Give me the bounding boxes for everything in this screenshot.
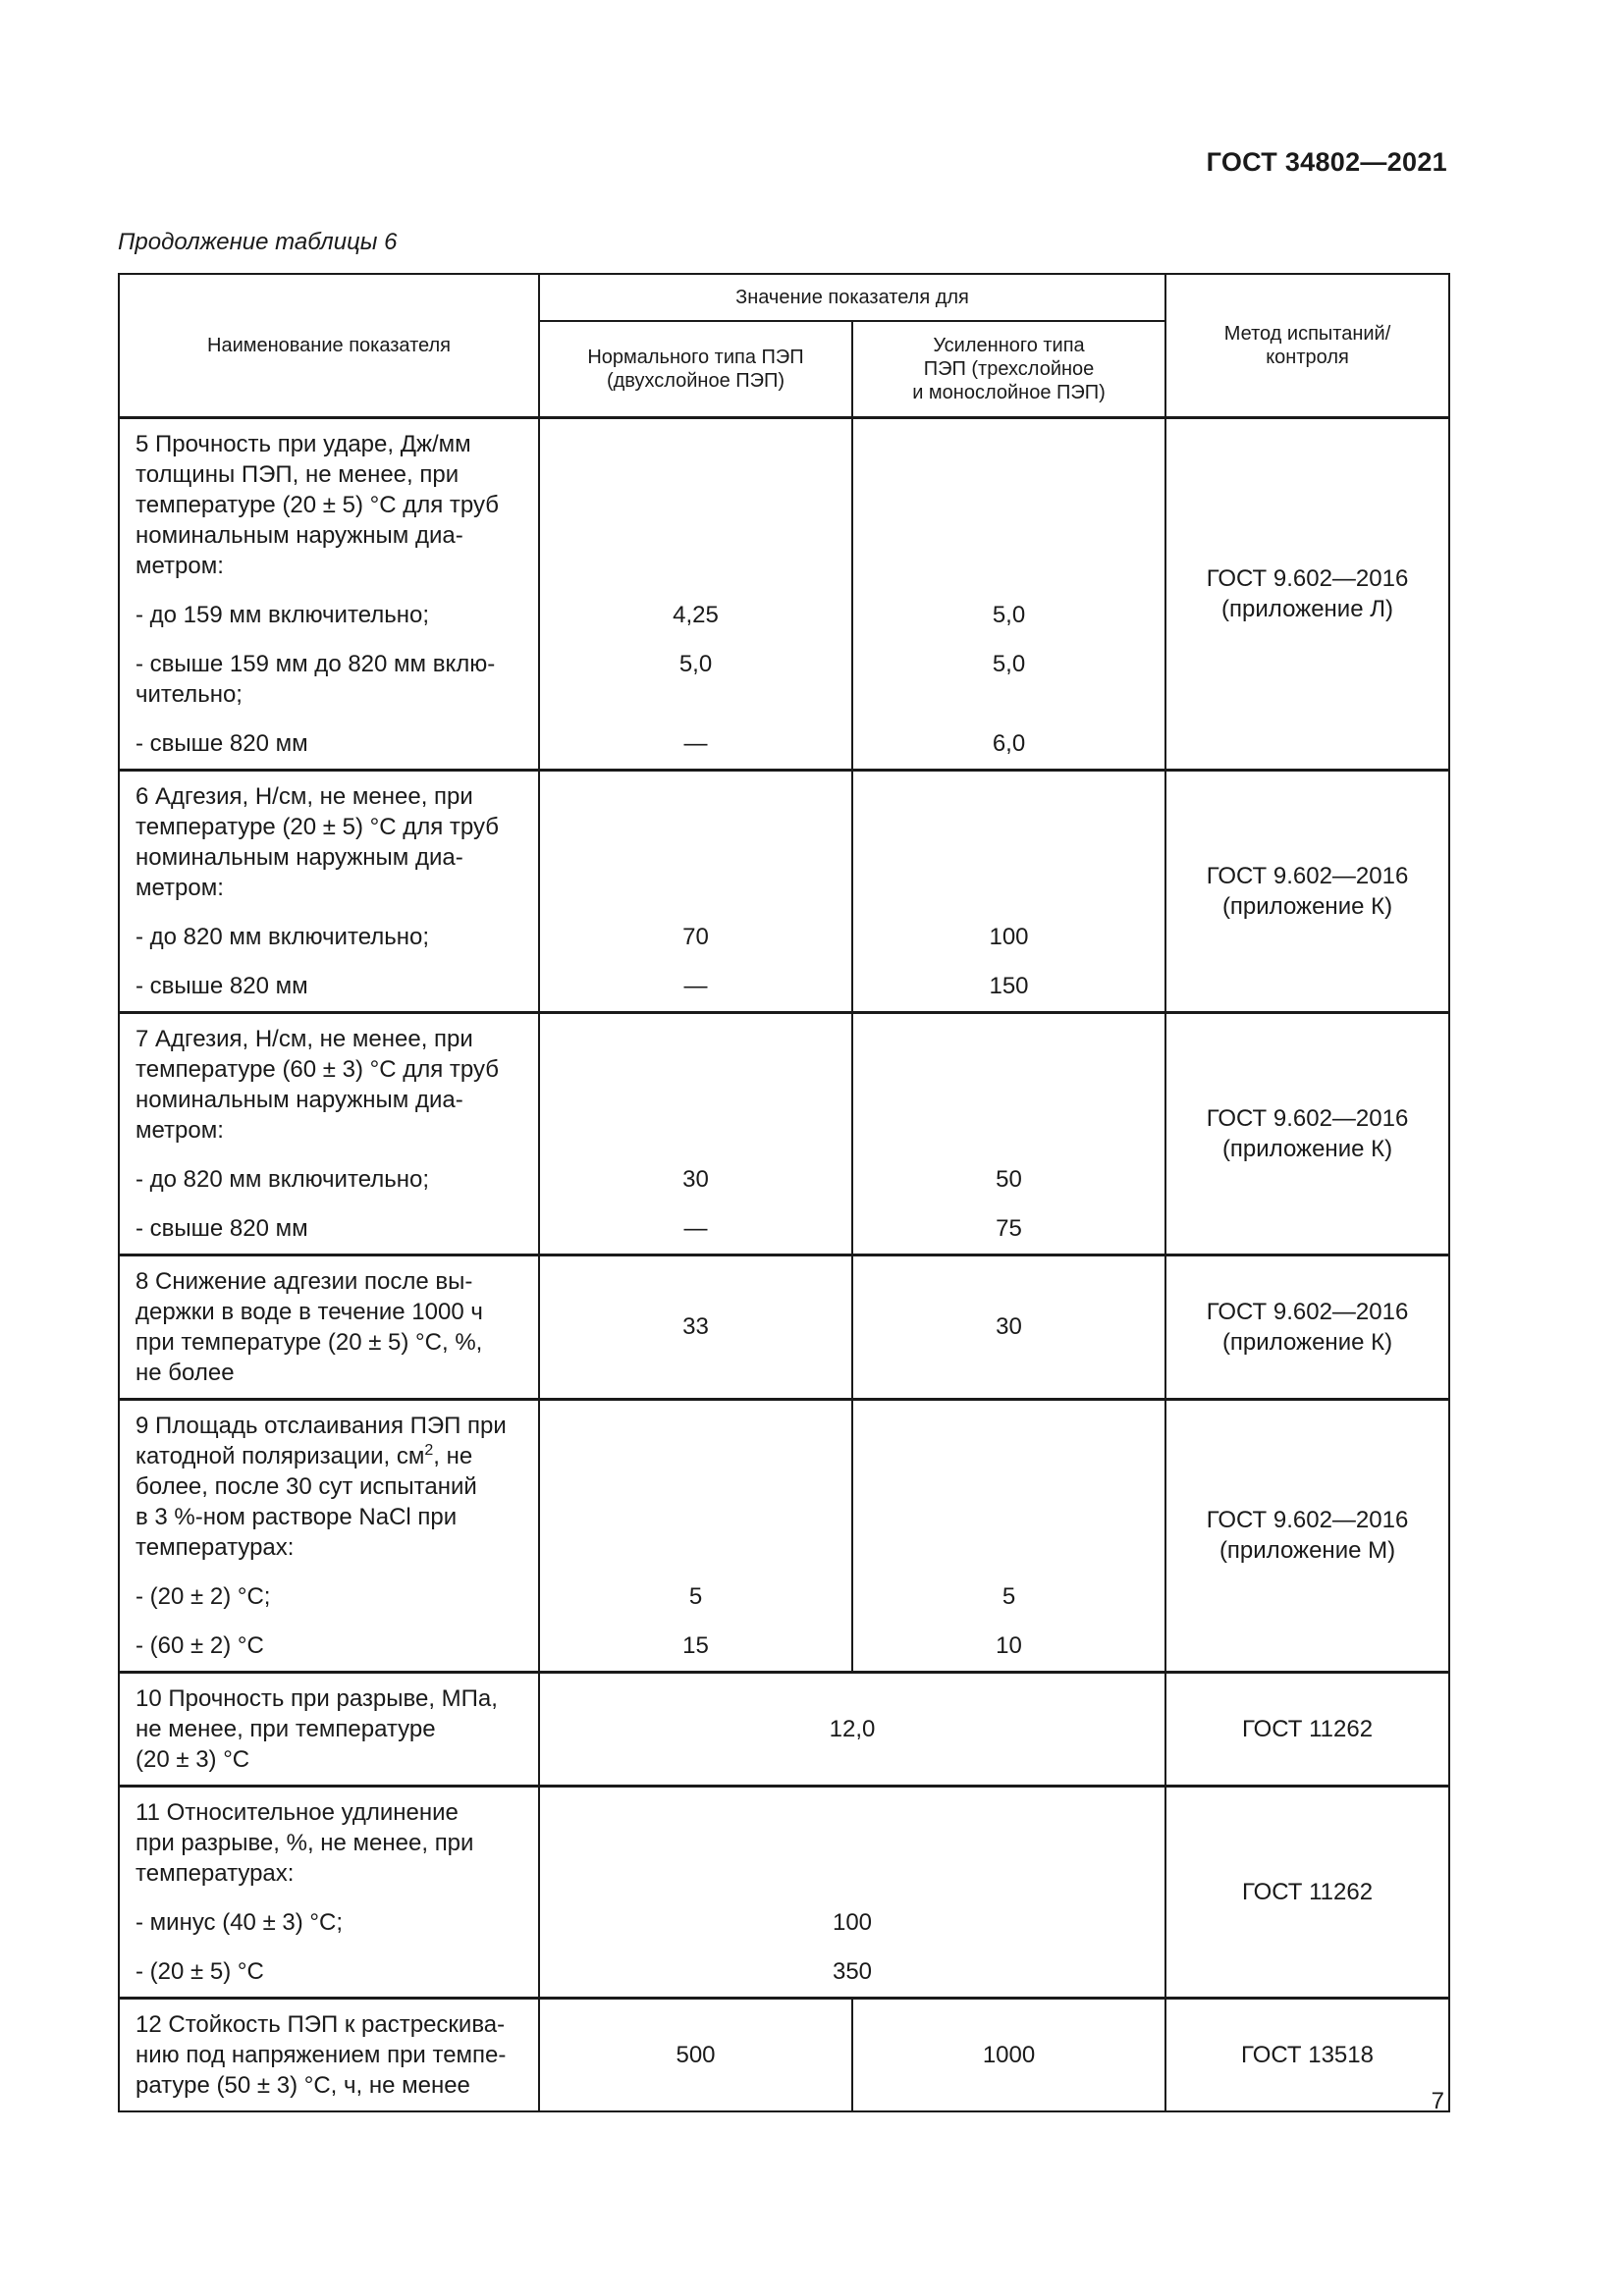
row-name-line: толщины ПЭП, не менее, при xyxy=(135,460,460,488)
combined-value: 350 xyxy=(832,1957,873,1985)
row-name-line: в 3 %-ном растворе NaCl при xyxy=(135,1503,458,1530)
method-cell xyxy=(1165,1255,1449,1399)
row-name-cell xyxy=(119,1786,539,1998)
method-cell xyxy=(1165,1998,1449,2111)
header-reinforced-line: ПЭП (трехслойное xyxy=(923,357,1095,380)
method-line: (приложение Л) xyxy=(1221,595,1393,622)
normal-cell xyxy=(539,770,852,1012)
document-id: ГОСТ 34802—2021 xyxy=(1206,147,1447,177)
header-reinforced-line: Усиленного типа xyxy=(933,334,1085,356)
normal-value: 30 xyxy=(682,1165,709,1193)
normal-cell xyxy=(539,1012,852,1255)
row-name-line: номинальным наружным диа- xyxy=(135,843,463,871)
method-line: (приложение К) xyxy=(1221,1135,1393,1162)
sub-label: - свыше 159 мм до 820 мм вклю- xyxy=(135,650,496,677)
method-line: (приложение К) xyxy=(1221,892,1393,920)
row-name-line: более, после 30 сут испытаний xyxy=(135,1472,477,1500)
normal-cell xyxy=(539,1399,852,1672)
row-name-line: 9 Площадь отслаивания ПЭП при xyxy=(135,1412,507,1439)
row-name-cell xyxy=(119,1012,539,1255)
row-name-line: 11 Относительное удлинение xyxy=(135,1798,459,1826)
sub-label: - (20 ± 5) °C xyxy=(135,1957,264,1985)
sub-label: - (20 ± 2) °C; xyxy=(135,1582,271,1610)
normal-value: 4,25 xyxy=(673,601,719,628)
spec-table xyxy=(118,273,1450,2112)
combined-value: 100 xyxy=(832,1908,873,1936)
row-name-text: катодной поляризации, см xyxy=(135,1442,425,1469)
row-name-text: , не xyxy=(433,1442,473,1469)
reinforced-value: 150 xyxy=(989,972,1029,999)
header-method xyxy=(1165,274,1449,417)
reinforced-value: 30 xyxy=(852,1255,1165,1399)
row-name-line: номинальным наружным диа- xyxy=(135,521,463,549)
method-cell xyxy=(1165,1012,1449,1255)
normal-cell xyxy=(539,417,852,770)
row-name-cell xyxy=(119,1672,539,1786)
row-name-line: не более xyxy=(135,1359,235,1386)
sub-label: - свыше 820 мм xyxy=(135,972,308,999)
row-name-line: метром: xyxy=(135,874,224,901)
sub-label: - до 820 мм включительно; xyxy=(135,1165,430,1193)
normal-value: 70 xyxy=(682,923,709,950)
sub-label: - минус (40 ± 3) °C; xyxy=(135,1908,344,1936)
row-name-cell xyxy=(119,417,539,770)
method-line: (приложение К) xyxy=(1221,1328,1393,1356)
method-line: ГОСТ 9.602—2016 xyxy=(1206,1104,1409,1132)
reinforced-value: 1000 xyxy=(852,1998,1165,2111)
sub-label: - (60 ± 2) °C xyxy=(135,1631,264,1659)
row-name-line: температурах: xyxy=(135,1859,295,1887)
normal-value: — xyxy=(683,1214,708,1242)
reinforced-value: 6,0 xyxy=(992,729,1026,757)
method-cell xyxy=(1165,417,1449,770)
table-row xyxy=(119,1012,1449,1255)
row-name-line: 5 Прочность при ударе, Дж/мм xyxy=(135,430,471,457)
reinforced-value: 50 xyxy=(996,1165,1022,1193)
normal-value: 33 xyxy=(539,1255,852,1399)
reinforced-cell xyxy=(852,417,1165,770)
row-name-line: метром: xyxy=(135,552,224,579)
table-row xyxy=(119,1998,1449,2111)
header-normal-line: (двухслойное ПЭП) xyxy=(606,369,785,392)
method-cell xyxy=(1165,770,1449,1012)
reinforced-value: 10 xyxy=(996,1631,1022,1659)
header-normal xyxy=(539,321,852,417)
row-name-line: 12 Стойкость ПЭП к растрескива- xyxy=(135,2010,506,2038)
row-name-line: 7 Адгезия, Н/см, не менее, при xyxy=(135,1025,473,1052)
header-name: Наименование показателя xyxy=(119,274,539,417)
row-name-line: температуре (60 ± 3) °C для труб xyxy=(135,1055,499,1083)
method-line: ГОСТ 9.602—2016 xyxy=(1206,862,1409,889)
reinforced-value: 5 xyxy=(1001,1582,1016,1610)
row-name-line: при разрыве, %, не менее, при xyxy=(135,1829,474,1856)
sub-label: чительно; xyxy=(135,680,243,708)
normal-value: — xyxy=(683,972,708,999)
table-row xyxy=(119,417,1449,770)
table-caption: Продолжение таблицы 6 xyxy=(118,229,398,255)
superscript: 2 xyxy=(424,1441,434,1459)
reinforced-value: 5,0 xyxy=(992,601,1026,628)
row-name-cell xyxy=(119,1255,539,1399)
header-method-line: Метод испытаний/ xyxy=(1223,322,1391,345)
reinforced-value: 5,0 xyxy=(992,650,1026,677)
normal-value: 15 xyxy=(682,1631,709,1659)
page-number: 7 xyxy=(1431,2088,1444,2114)
normal-value: 500 xyxy=(539,1998,852,2111)
method-cell xyxy=(1165,1672,1449,1786)
table-row xyxy=(119,1672,1449,1786)
reinforced-cell xyxy=(852,770,1165,1012)
normal-value: 5 xyxy=(688,1582,703,1610)
row-name-cell xyxy=(119,1399,539,1672)
row-name-line: нию под напряжением при темпе- xyxy=(135,2041,507,2068)
method-line: ГОСТ 11262 xyxy=(1241,1715,1374,1742)
row-name-line: 6 Адгезия, Н/см, не менее, при xyxy=(135,782,473,810)
reinforced-value: 100 xyxy=(989,923,1029,950)
row-name-line: номинальным наружным диа- xyxy=(135,1086,463,1113)
row-name-cell xyxy=(119,1998,539,2111)
reinforced-value: 75 xyxy=(996,1214,1022,1242)
table-row xyxy=(119,1786,1449,1998)
method-line: ГОСТ 9.602—2016 xyxy=(1206,564,1409,592)
combined-cell xyxy=(539,1786,1165,1998)
sub-label: - до 820 мм включительно; xyxy=(135,923,430,950)
row-name-line: температурах: xyxy=(135,1533,295,1561)
normal-value: — xyxy=(683,729,708,757)
method-cell xyxy=(1165,1399,1449,1672)
row-name-line: не менее, при температуре xyxy=(135,1715,436,1742)
row-name-line: метром: xyxy=(135,1116,224,1144)
sub-label: - до 159 мм включительно; xyxy=(135,601,430,628)
normal-value: 5,0 xyxy=(678,650,713,677)
reinforced-cell xyxy=(852,1399,1165,1672)
row-name-line: 8 Снижение адгезии после вы- xyxy=(135,1267,473,1295)
row-name-cell xyxy=(119,770,539,1012)
header-reinforced xyxy=(852,321,1165,417)
method-line: ГОСТ 13518 xyxy=(1241,2041,1374,2068)
row-name-line: (20 ± 3) °C xyxy=(135,1745,250,1773)
row-name-line: ратуре (50 ± 3) °C, ч, не менее xyxy=(135,2071,470,2099)
header-value-group: Значение показателя для xyxy=(539,274,1165,321)
sub-label: - свыше 820 мм xyxy=(135,1214,308,1242)
table-row xyxy=(119,1255,1449,1399)
row-name-line: при температуре (20 ± 5) °C, %, xyxy=(135,1328,483,1356)
header-reinforced-line: и монослойное ПЭП) xyxy=(912,381,1106,403)
row-name-line xyxy=(135,1441,528,1471)
row-name-line: температуре (20 ± 5) °C для труб xyxy=(135,491,499,518)
row-name-line: 10 Прочность при разрыве, МПа, xyxy=(135,1684,498,1712)
table-row xyxy=(119,770,1449,1012)
method-line: ГОСТ 11262 xyxy=(1241,1878,1374,1905)
method-line: (приложение М) xyxy=(1218,1537,1396,1564)
method-cell xyxy=(1165,1786,1449,1998)
method-line: ГОСТ 9.602—2016 xyxy=(1206,1298,1409,1325)
row-name-line: держки в воде в течение 1000 ч xyxy=(135,1298,483,1325)
header-method-line: контроля xyxy=(1266,346,1349,368)
reinforced-cell xyxy=(852,1012,1165,1255)
combined-value: 12,0 xyxy=(539,1672,1165,1786)
method-line: ГОСТ 9.602—2016 xyxy=(1206,1507,1409,1533)
row-name-line: температуре (20 ± 5) °C для труб xyxy=(135,813,499,840)
header-normal-line: Нормального типа ПЭП xyxy=(587,346,804,368)
table-row xyxy=(119,1399,1449,1672)
sub-label: - свыше 820 мм xyxy=(135,729,308,757)
